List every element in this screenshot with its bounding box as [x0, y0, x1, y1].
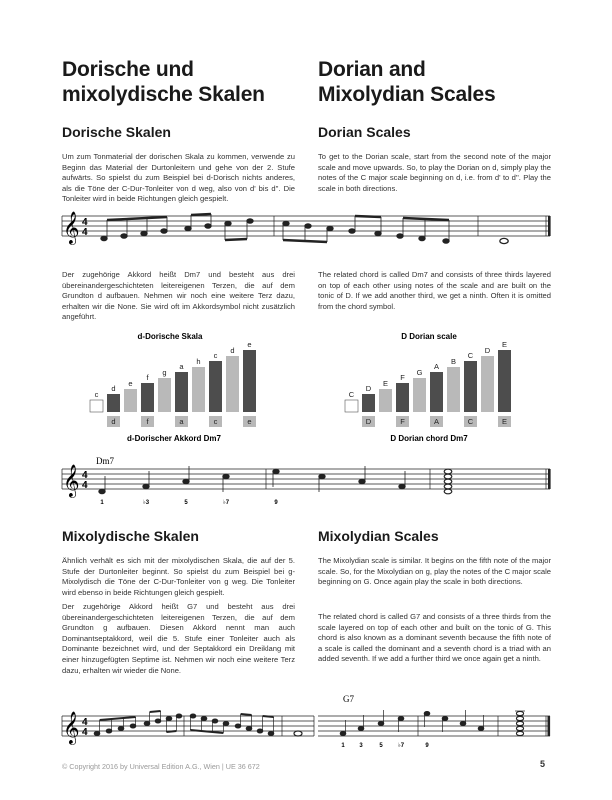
english-title-line1: Dorian and: [318, 58, 426, 81]
bar-label: g: [162, 368, 167, 377]
german-scale-bars: [90, 350, 256, 412]
chord-tone-label: F: [400, 417, 405, 426]
dorian-scale-staff: [60, 204, 554, 254]
chord-tone-label: a: [179, 417, 184, 426]
time-signature-bottom: 4: [82, 727, 88, 738]
bar-label: C: [348, 390, 355, 399]
scale-bar: [209, 361, 222, 412]
chord-symbol-g7: G7: [343, 694, 354, 704]
bar-label: A: [433, 362, 440, 371]
bar-label: C: [467, 351, 474, 360]
scale-bar: [447, 367, 460, 412]
interval-label: 3: [359, 743, 363, 748]
dorian-notes-down-m2: [283, 216, 449, 243]
scale-bar: [90, 400, 103, 412]
german-scale-bar-diagram: [86, 328, 286, 446]
dorian-chord-staff: [60, 452, 554, 510]
english-scale-title: D Dorian scale: [401, 332, 457, 341]
g7-arpeggio-notes: [340, 710, 484, 736]
scale-bar: [226, 356, 239, 412]
page-number: 5: [540, 759, 546, 769]
interval-label: 1: [100, 500, 104, 506]
interval-label: 9: [425, 743, 429, 748]
german-dorian-paragraph-1: Um zum Tonmaterial der dorischen Skala zu kommen, verwende zu Beginn das Material der Durtonleitern und gehe von der 2. Stufe aufwärts. So spielst du zum Beispiel bei d-Dorisch nichts anderes, als die Töne der C-Dur-Tonleiter von d weg, also von d' bis d''. Die Tonleiter wird in beide Richtungen gleich gespielt.: [62, 152, 295, 204]
treble-clef-icon: 𝄞: [63, 466, 80, 497]
scale-bar: [396, 383, 409, 412]
bar-label: E: [501, 340, 508, 349]
english-scale-bar-diagram: [341, 328, 541, 446]
bar-label: D: [484, 346, 491, 355]
scale-bar: [158, 378, 171, 412]
bar-label: d: [111, 384, 116, 393]
dm7-whole-chord: [444, 469, 452, 494]
mixolydian-notes-up: [94, 711, 182, 736]
treble-clef-icon: 𝄞: [63, 213, 80, 244]
time-signature-bottom: 4: [82, 480, 88, 491]
chord-tone-label: A: [433, 417, 440, 426]
whole-note: [294, 731, 302, 736]
interval-label: 1: [341, 743, 345, 748]
chord-symbol-dm7: Dm7: [96, 456, 114, 466]
chord-tone-label: c: [213, 417, 218, 426]
chord-tone-label: E: [501, 417, 508, 426]
german-title: [62, 57, 265, 107]
german-title-line2: mixolydische Skalen: [62, 83, 265, 106]
bar-label: f: [146, 373, 149, 382]
scale-bar: [192, 367, 205, 412]
bar-label: G: [416, 368, 423, 377]
english-title: [318, 57, 496, 107]
mixolydian-notes-down: [190, 714, 274, 736]
chord-tone-label: e: [247, 417, 252, 426]
interval-label: ♭7: [397, 743, 405, 748]
english-scale-bars: [345, 350, 511, 412]
english-mixolydian-paragraph-1: The Mixolydian scale is similar. It begins on the fifth note of the major scale. So, for the Mixolydian on g, play the notes of the C major scale beginning on G. Once again play the scale in both directions.: [318, 556, 551, 587]
whole-note: [500, 238, 508, 243]
interval-label: ♭3: [142, 500, 150, 506]
scale-bar: [107, 394, 120, 412]
chord-tone-label: f: [146, 417, 149, 426]
english-dorian-heading: Dorian Scales: [318, 124, 411, 140]
german-mixolydian-paragraph-2: Der zugehörige Akkord heißt G7 und besteht aus drei übereinandergeschichteten leitereigenen Terzen, die auf dem Grundton g aufbauen. Diesen Akkord nennt man auch Dominantseptakkord, weil die 5. Stufe einer Tonleiter auch als Dominante bezeichnet wird, und der Septakkord ein Dreiklang mit einer hinzugefügten Septime ist. Nehmen wir noch eine weitere Terz dazu, erhalten wir wieder die None.: [62, 602, 295, 675]
scale-bar: [362, 394, 375, 412]
german-title-line1: Dorische und: [62, 58, 194, 81]
german-chord-title: d-Dorischer Akkord Dm7: [127, 434, 221, 443]
bar-label: e: [128, 379, 133, 388]
copyright-footer: © Copyright 2016 by Universal Edition A.G., Wien | UE 36 672: [62, 762, 260, 771]
mixolydian-chord-staff: [318, 690, 554, 748]
bar-label: F: [400, 373, 405, 382]
scale-bar: [175, 372, 188, 412]
german-dorian-heading: Dorische Skalen: [62, 124, 171, 140]
bar-label: E: [382, 379, 389, 388]
treble-clef-icon: 𝄞: [63, 713, 80, 744]
chord-tone-label: C: [467, 417, 474, 426]
english-dorian-paragraph-1: To get to the Dorian scale, start from the second note of the major scale and move upwards. So, to play the Dorian on d, simply play the notes of the C major scale beginning on d, i.e. from d' to d''. Play the scale in both directions.: [318, 152, 551, 193]
time-signature-top: 4: [82, 470, 88, 481]
bar-label: D: [365, 384, 372, 393]
scale-bar: [141, 383, 154, 412]
bar-label: d: [230, 346, 235, 355]
english-chord-title: D Dorian chord Dm7: [390, 434, 468, 443]
english-title-line2: Mixolydian Scales: [318, 83, 496, 106]
bar-label: a: [179, 362, 184, 371]
english-mixolydian-heading: Mixolydian Scales: [318, 528, 439, 544]
german-scale-title: d-Dorische Skala: [137, 332, 203, 341]
scale-bar: [413, 378, 426, 412]
german-dorian-paragraph-2: Der zugehörige Akkord heißt Dm7 und besteht aus drei übereinandergeschichteten leitereigenen Terzen, die auf dem Grundton d aufbauen. Nehmen wir noch eine weitere Terz dazu, erhalten wir die None. Sie wird oft im Akkordsymbol nicht zusätzlich angeführt.: [62, 270, 295, 322]
dorian-notes-up-m1: [101, 214, 253, 241]
english-dorian-paragraph-2: The related chord is called Dm7 and consists of three thirds layered on top of each other using notes of the scale and are built on the tonic of D. If we add another third, we get a ninth. Often it is omitted from the chord symbol.: [318, 270, 551, 311]
interval-label: ♭7: [222, 500, 230, 506]
time-signature-bottom: 4: [82, 227, 88, 238]
bar-label: c: [94, 390, 99, 399]
bar-label: e: [247, 340, 252, 349]
english-mixolydian-paragraph-2: The related chord is called G7 and consists of a three thirds from the scale layered on top of each other and built on the tonic of G. This chord is also known as a dominant seventh because the fifth note of a scale is called the dominant and a seventh chord is a triad with an added seventh. If we add a further third we once again get a ninth.: [318, 612, 551, 664]
interval-label: 9: [274, 500, 278, 506]
scale-bar: [481, 356, 494, 412]
time-signature-top: 4: [82, 717, 88, 728]
scale-bar: [464, 361, 477, 412]
chord-tone-label: D: [365, 417, 372, 426]
scale-bar: [379, 389, 392, 412]
scale-bar: [430, 372, 443, 412]
g7-whole-chord: [516, 711, 523, 735]
german-mixolydian-paragraph-1: Ähnlich verhält es sich mit der mixolydischen Skala, die auf der 5. Stufe der Durtonleiter beginnt. So spielst du zum Beispiel bei g-Mixolydisch die Töne der C-Dur-Tonleiter von g weg. Die Tonleiter wird ebenso in beide Richtungen gleich gespielt.: [62, 556, 295, 597]
interval-label: 5: [184, 500, 188, 506]
bar-label: B: [450, 357, 457, 366]
time-signature-top: 4: [82, 217, 88, 228]
dm7-arpeggio-notes: [99, 466, 405, 494]
scale-bar: [243, 350, 256, 412]
scale-bar: [124, 389, 137, 412]
scale-bar: [345, 400, 358, 412]
bar-label: h: [196, 357, 201, 366]
bar-label: c: [213, 351, 218, 360]
mixolydian-scale-staff: [60, 690, 316, 748]
chord-tone-label: d: [111, 417, 116, 426]
german-mixolydian-heading: Mixolydische Skalen: [62, 528, 199, 544]
scale-bar: [498, 350, 511, 412]
interval-label: 5: [379, 743, 383, 748]
